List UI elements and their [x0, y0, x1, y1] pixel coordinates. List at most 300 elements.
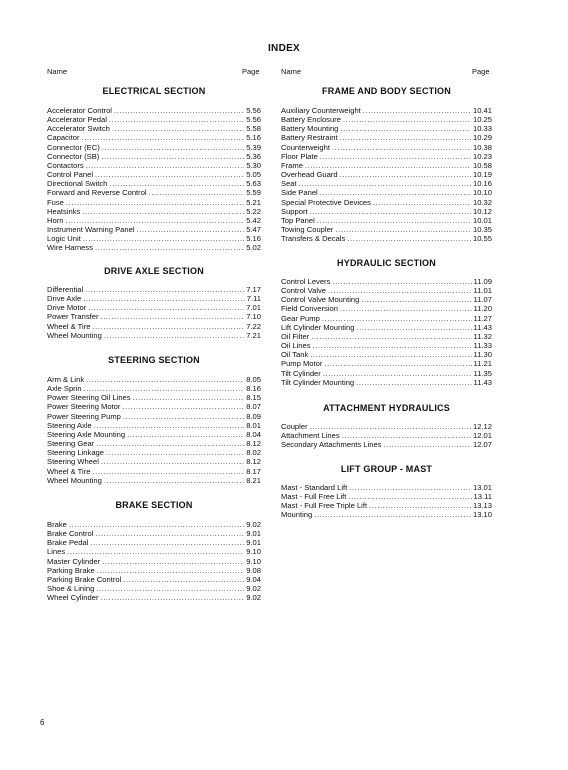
- dot-leader: [109, 115, 244, 124]
- index-entry: [281, 510, 492, 519]
- entry-page: 12.01: [472, 431, 492, 441]
- entry-name: Steering Axle Mounting: [47, 429, 126, 439]
- index-entry: [47, 331, 261, 340]
- index-entry: [47, 430, 261, 439]
- entry-name: Overhead Guard: [281, 170, 338, 180]
- entry-page: 13.13: [472, 501, 492, 511]
- entry-page: 11.21: [473, 359, 492, 369]
- index-entry: [47, 393, 261, 402]
- entry-page: 10.41: [472, 106, 492, 115]
- dot-leader: [123, 412, 244, 421]
- entry-page: 10.58: [472, 160, 492, 170]
- dot-leader: [112, 124, 244, 133]
- index-entry: [281, 341, 492, 350]
- entry-page: 7.10: [246, 312, 261, 322]
- entry-page: 5.30: [246, 160, 261, 170]
- index-entry: [47, 547, 261, 556]
- dot-leader: [324, 359, 471, 368]
- entry-page: 8.12: [246, 457, 261, 467]
- dot-leader: [317, 216, 471, 225]
- entry-name: Auxiliary Counterweight: [281, 106, 361, 115]
- entry-page: 10.29: [472, 133, 492, 143]
- entry-name: Mast - Full Free Triple Lift: [281, 501, 368, 511]
- section-title: LIFT GROUP - MAST: [340, 464, 433, 474]
- entry-page: 10.19: [472, 170, 492, 180]
- dot-leader: [356, 323, 471, 332]
- dot-leader: [122, 402, 244, 411]
- index-entry: [47, 207, 261, 216]
- entry-name: Steering Wheel: [47, 457, 99, 467]
- entry-page: 11.09: [473, 277, 492, 286]
- index-entry: [47, 448, 261, 457]
- dot-leader: [349, 483, 471, 492]
- index-entry: [47, 412, 261, 421]
- entry-page: 9.01: [246, 529, 261, 539]
- page-title: INDEX: [267, 43, 301, 54]
- dot-leader: [95, 529, 244, 538]
- index-entry: [47, 303, 261, 312]
- index-entry: [47, 143, 261, 152]
- entry-page: 11.43: [473, 322, 492, 332]
- entry-name: Parking Brake Control: [47, 574, 122, 584]
- index-entry: [281, 422, 492, 431]
- index-entry: [281, 161, 492, 170]
- index-entry: [281, 277, 492, 286]
- entry-page: 5.42: [246, 215, 261, 225]
- entry-page: 10.25: [472, 115, 492, 125]
- entry-page: 10.55: [472, 234, 492, 244]
- entry-page: 13.01: [472, 483, 492, 492]
- entry-name: Axle Sprin: [47, 384, 82, 394]
- dot-leader: [332, 143, 471, 152]
- entry-name: Attachment Lines: [281, 431, 340, 441]
- entry-page: 5.36: [246, 151, 261, 161]
- index-entry: [281, 234, 492, 243]
- index-entry: [47, 467, 261, 476]
- dot-leader: [322, 314, 472, 323]
- electrical-section: [47, 86, 261, 253]
- entry-name: Master Cylinder: [47, 556, 101, 566]
- steering-section: [47, 355, 261, 485]
- entry-page: 10.32: [472, 197, 492, 207]
- index-entry: [47, 384, 261, 393]
- dot-leader: [69, 520, 244, 529]
- dot-leader: [340, 133, 471, 142]
- entry-name: Control Valve Mounting: [281, 295, 360, 305]
- index-entry: [281, 440, 492, 449]
- dot-leader: [102, 557, 244, 566]
- entry-name: Brake Control: [47, 529, 94, 539]
- index-entry: [281, 143, 492, 152]
- index-entry: [281, 133, 492, 142]
- dot-leader: [123, 575, 244, 584]
- dot-leader: [369, 501, 471, 510]
- index-entry: [47, 439, 261, 448]
- entry-name: Wheel Mounting: [47, 475, 102, 485]
- entry-page: 10.33: [472, 124, 492, 134]
- entry-name: Steering Gear: [47, 439, 95, 449]
- entry-name: Instrument Warning Panel: [47, 225, 135, 235]
- dot-leader: [340, 124, 471, 133]
- index-entry: [47, 198, 261, 207]
- entry-name: Counterweight: [281, 142, 330, 152]
- entry-name: Top Panel: [281, 215, 315, 225]
- entry-page: 7.17: [246, 285, 261, 294]
- entry-name: Forward and Reverse Control: [47, 188, 147, 198]
- section-title: STEERING SECTION: [108, 355, 200, 365]
- lift-group-mast-section: [281, 464, 492, 520]
- section-entries: [47, 285, 261, 340]
- entry-name: Tilt Cylinder Mounting: [281, 377, 355, 387]
- index-entry: [47, 170, 261, 179]
- entry-page: 11.30: [473, 350, 492, 360]
- dot-leader: [66, 198, 244, 207]
- dot-leader: [320, 188, 471, 197]
- index-entry: [47, 322, 261, 331]
- dot-leader: [101, 152, 244, 161]
- dot-leader: [84, 384, 245, 393]
- dot-leader: [310, 350, 471, 359]
- dot-leader: [335, 225, 471, 234]
- entry-page: 5.63: [246, 179, 261, 189]
- entry-name: Power Steering Oil Lines: [47, 393, 131, 403]
- entry-page: 11.43: [473, 377, 492, 387]
- index-entry: [281, 152, 492, 161]
- dot-leader: [67, 547, 244, 556]
- index-entry: [281, 179, 492, 188]
- entry-page: 5.58: [246, 124, 261, 134]
- entry-name: Capacitor: [47, 133, 80, 143]
- entry-page: 11.27: [473, 313, 492, 323]
- entry-page: 8.07: [246, 402, 261, 412]
- entry-name: Control Panel: [47, 170, 94, 180]
- entry-page: 13.11: [473, 492, 492, 502]
- entry-name: Battery Enclosure: [281, 115, 341, 125]
- dot-leader: [82, 207, 244, 216]
- entry-name: Horn: [47, 215, 64, 225]
- entry-page: 8.01: [246, 420, 261, 430]
- entry-name: Steering Axle: [47, 420, 92, 430]
- entry-page: 9.02: [246, 593, 261, 603]
- index-entry: [47, 593, 261, 602]
- name-column-header-right: Name: [281, 67, 302, 76]
- entry-name: Pump Motor: [281, 359, 323, 369]
- page-column-header-right: Page: [472, 67, 490, 76]
- dot-leader: [313, 341, 472, 350]
- dot-leader: [95, 170, 244, 179]
- entry-name: Accelerator Pedal: [47, 115, 107, 125]
- dot-leader: [90, 538, 244, 547]
- entry-name: Drive Motor: [47, 303, 87, 313]
- section-title: ATTACHMENT HYDRAULICS: [323, 403, 450, 413]
- entry-name: Wheel & Tire: [47, 466, 91, 476]
- entry-page: 11.33: [473, 341, 492, 351]
- entry-name: Directional Switch: [47, 179, 108, 189]
- name-column-header-left: Name: [47, 67, 68, 76]
- dot-leader: [95, 243, 244, 252]
- entry-name: Connector (EC): [47, 142, 100, 152]
- entry-page: 10.12: [472, 206, 492, 216]
- dot-leader: [86, 161, 244, 170]
- section-entries: [47, 106, 261, 253]
- section-title: ELECTRICAL SECTION: [102, 86, 206, 96]
- section-title: HYDRAULIC SECTION: [337, 258, 436, 268]
- dot-leader: [101, 312, 245, 321]
- attachment-hydraulics-section: [281, 403, 492, 449]
- entry-name: Wheel Cylinder: [47, 593, 99, 603]
- index-entry: [281, 323, 492, 332]
- dot-leader: [97, 566, 245, 575]
- index-entry: [281, 304, 492, 313]
- page-column-header-left: Page: [242, 67, 260, 76]
- dot-leader: [299, 179, 471, 188]
- entry-page: 12.12: [472, 422, 492, 431]
- brake-section: [47, 500, 261, 602]
- dot-leader: [340, 170, 471, 179]
- entry-page: 5.21: [246, 197, 261, 207]
- entry-name: Mast - Full Free Lift: [281, 492, 347, 502]
- entry-name: Secondary Attachments Lines: [281, 440, 382, 450]
- index-entry: [47, 133, 261, 142]
- entry-page: 8.09: [246, 411, 261, 421]
- index-entry: [47, 225, 261, 234]
- index-entry: [47, 161, 261, 170]
- entry-name: Control Valve: [281, 286, 327, 296]
- dot-leader: [85, 285, 244, 294]
- index-entry: [47, 557, 261, 566]
- hydraulic-section: [281, 258, 492, 387]
- entry-name: Tilt Cylinder: [281, 368, 321, 378]
- entry-page: 7.01: [246, 303, 261, 313]
- index-entry: [281, 359, 492, 368]
- index-entry: [47, 312, 261, 321]
- dot-leader: [363, 106, 471, 115]
- dot-leader: [347, 234, 471, 243]
- index-entry: [47, 115, 261, 124]
- entry-page: 11.32: [473, 331, 492, 341]
- dot-leader: [311, 332, 471, 341]
- index-entry: [281, 115, 492, 124]
- dot-leader: [342, 431, 471, 440]
- index-entry: [47, 421, 261, 430]
- page-number: 6: [40, 718, 45, 727]
- dot-leader: [328, 286, 472, 295]
- index-entry: [47, 285, 261, 294]
- index-entry: [47, 538, 261, 547]
- entry-page: 9.01: [246, 538, 261, 548]
- index-entry: [47, 402, 261, 411]
- entry-page: 11.01: [473, 286, 492, 296]
- entry-page: 9.10: [246, 556, 261, 566]
- index-entry: [281, 124, 492, 133]
- entry-name: Seat: [281, 179, 297, 189]
- entry-name: Frame: [281, 160, 303, 170]
- entry-name: Connector (SB): [47, 151, 100, 161]
- index-entry: [47, 152, 261, 161]
- dot-leader: [92, 467, 244, 476]
- dot-leader: [88, 303, 244, 312]
- index-entry: [281, 170, 492, 179]
- dot-leader: [102, 143, 244, 152]
- entry-name: Differential: [47, 285, 84, 294]
- entry-name: Power Transfer: [47, 312, 99, 322]
- index-entry: [281, 350, 492, 359]
- index-entry: [281, 106, 492, 115]
- entry-name: Steering Linkage: [47, 448, 104, 458]
- dot-leader: [104, 476, 244, 485]
- dot-leader: [305, 161, 471, 170]
- entry-name: Mounting: [281, 510, 313, 520]
- entry-name: Floor Plate: [281, 151, 318, 161]
- entry-name: Wire Harness: [47, 243, 93, 253]
- entry-page: 8.21: [246, 475, 261, 485]
- index-entry: [47, 234, 261, 243]
- entry-page: 5.59: [246, 188, 261, 198]
- dot-leader: [101, 593, 245, 602]
- section-title: BRAKE SECTION: [115, 500, 193, 510]
- dot-leader: [82, 133, 245, 142]
- entry-name: Shoe & Lining: [47, 584, 95, 594]
- index-entry: [281, 483, 492, 492]
- index-entry: [47, 584, 261, 593]
- dot-leader: [133, 393, 245, 402]
- dot-leader: [92, 322, 244, 331]
- section-entries: [281, 422, 492, 449]
- index-entry: [281, 225, 492, 234]
- dot-leader: [137, 225, 245, 234]
- dot-leader: [340, 304, 472, 313]
- dot-leader: [114, 106, 244, 115]
- dot-leader: [65, 216, 244, 225]
- entry-page: 7.21: [246, 330, 261, 340]
- entry-page: 13.10: [472, 510, 492, 520]
- index-entry: [281, 378, 492, 387]
- entry-page: 10.38: [472, 142, 492, 152]
- dot-leader: [83, 234, 244, 243]
- index-entry: [47, 375, 261, 384]
- index-entry: [281, 369, 492, 378]
- entry-page: 8.05: [246, 375, 261, 384]
- index-entry: [47, 520, 261, 529]
- index-entry: [47, 476, 261, 485]
- index-entry: [47, 575, 261, 584]
- entry-page: 5.56: [246, 106, 261, 115]
- entry-name: Support: [281, 206, 308, 216]
- section-entries: [47, 520, 261, 602]
- index-entry: [47, 179, 261, 188]
- index-entry: [47, 188, 261, 197]
- entry-name: Logic Unit: [47, 234, 81, 244]
- dot-leader: [320, 152, 471, 161]
- index-entry: [47, 457, 261, 466]
- entry-name: Brake Pedal: [47, 538, 89, 548]
- dot-leader: [373, 198, 471, 207]
- index-entry: [281, 492, 492, 501]
- index-entry: [281, 314, 492, 323]
- section-title: FRAME AND BODY SECTION: [322, 86, 451, 96]
- dot-leader: [332, 277, 471, 286]
- index-entry: [281, 198, 492, 207]
- index-entry: [47, 106, 261, 115]
- entry-name: Lift Cylinder Mounting: [281, 322, 355, 332]
- dot-leader: [383, 440, 471, 449]
- entry-name: Brake: [47, 520, 67, 529]
- drive-axle-section: [47, 266, 261, 340]
- entry-name: Oil Filter: [281, 331, 310, 341]
- entry-page: 8.04: [246, 429, 261, 439]
- entry-page: 5.47: [246, 225, 261, 235]
- dot-leader: [348, 492, 471, 501]
- entry-page: 9.02: [246, 520, 261, 529]
- entry-name: Power Steering Pump: [47, 411, 121, 421]
- dot-leader: [149, 188, 245, 197]
- index-entry: [281, 295, 492, 304]
- entry-name: Battery Restraint: [281, 133, 338, 143]
- entry-name: Field Conversion: [281, 304, 338, 314]
- entry-page: 5.16: [246, 234, 261, 244]
- entry-page: 5.39: [246, 142, 261, 152]
- index-entry: [47, 529, 261, 538]
- index-entry: [47, 124, 261, 133]
- entry-page: 10.23: [472, 151, 492, 161]
- index-entry: [281, 431, 492, 440]
- dot-leader: [356, 378, 471, 387]
- index-entry: [281, 188, 492, 197]
- entry-name: Accelerator Control: [47, 106, 112, 115]
- entry-name: Arm & Link: [47, 375, 85, 384]
- dot-leader: [94, 421, 244, 430]
- section-entries: [281, 106, 492, 243]
- entry-page: 8.02: [246, 448, 261, 458]
- entry-page: 9.04: [246, 574, 261, 584]
- index-entry: [47, 243, 261, 252]
- entry-name: Battery Mounting: [281, 124, 339, 134]
- entry-name: Drive Axle: [47, 294, 82, 304]
- section-entries: [281, 483, 492, 520]
- index-entry: [281, 286, 492, 295]
- index-entry: [47, 566, 261, 575]
- dot-leader: [101, 457, 244, 466]
- section-title: DRIVE AXLE SECTION: [104, 266, 204, 276]
- dot-leader: [104, 331, 244, 340]
- entry-name: Contactors: [47, 160, 84, 170]
- dot-leader: [106, 448, 244, 457]
- dot-leader: [96, 439, 244, 448]
- dot-leader: [109, 179, 244, 188]
- entry-page: 8.15: [246, 393, 261, 403]
- entry-page: 8.17: [246, 466, 261, 476]
- entry-name: Parking Brake: [47, 565, 95, 575]
- entry-name: Towing Coupler: [281, 225, 334, 235]
- entry-name: Oil Lines: [281, 341, 311, 351]
- entry-name: Side Panel: [281, 188, 318, 198]
- entry-page: 5.16: [246, 133, 261, 143]
- entry-page: 8.12: [246, 439, 261, 449]
- entry-page: 10.16: [472, 179, 492, 189]
- dot-leader: [96, 584, 244, 593]
- entry-page: 7.11: [246, 294, 261, 304]
- entry-name: Gear Pump: [281, 313, 320, 323]
- entry-page: 11.35: [473, 368, 492, 378]
- dot-leader: [314, 510, 471, 519]
- dot-leader: [127, 430, 244, 439]
- dot-leader: [83, 294, 245, 303]
- index-entry: [281, 207, 492, 216]
- entry-page: 10.01: [472, 215, 492, 225]
- entry-name: Power Steering Motor: [47, 402, 121, 412]
- index-entry: [281, 332, 492, 341]
- entry-page: 5.56: [246, 115, 261, 125]
